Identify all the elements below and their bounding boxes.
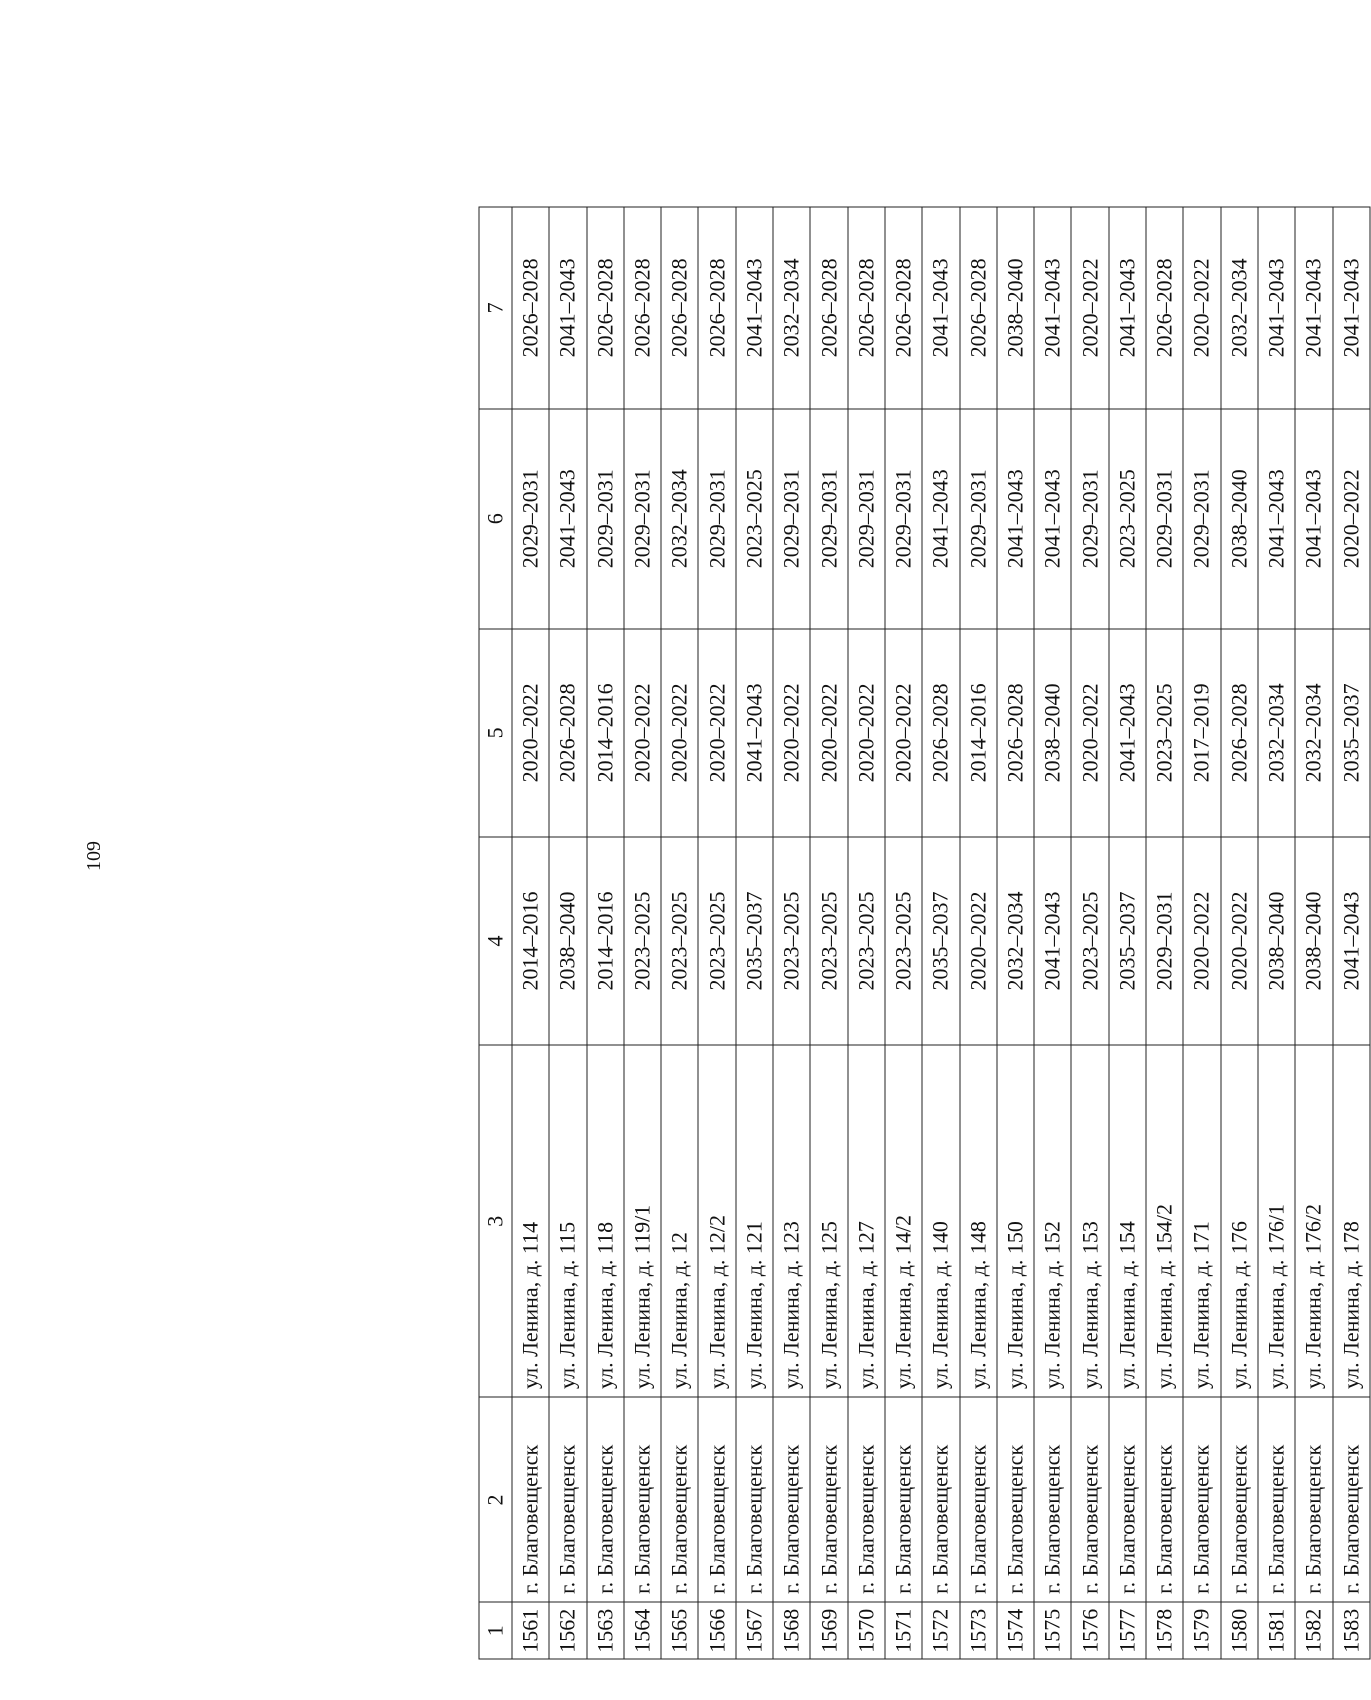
city-cell: г. Благовещенск [997,1397,1034,1602]
city-cell: г. Благовещенск [736,1397,773,1602]
row-number-cell: 1574 [997,1602,1034,1659]
period-cell-5: 2020–2022 [1071,629,1108,837]
row-number-cell: 1577 [1109,1602,1146,1659]
period-cell-4: 2038–2040 [1295,837,1332,1045]
period-cell-7: 2041–2043 [549,207,586,409]
city-cell: г. Благовещенск [810,1397,847,1602]
row-number-cell: 1568 [773,1602,810,1659]
address-cell: ул. Ленина, д. 176/1 [1258,1045,1295,1397]
period-cell-4: 2020–2022 [960,837,997,1045]
table-row [960,207,997,1659]
period-cell-5: 2020–2022 [810,629,847,837]
period-cell-5: 2020–2022 [512,629,549,837]
row-number-cell: 1580 [1221,1602,1258,1659]
period-cell-4: 2023–2025 [810,837,847,1045]
city-cell: г. Благовещенск [1295,1397,1332,1602]
period-cell-4: 2023–2025 [885,837,922,1045]
table-header-row [479,207,512,1659]
period-cell-7: 2041–2043 [922,207,959,409]
row-number-cell: 1565 [661,1602,698,1659]
period-cell-4: 2014–2016 [587,837,624,1045]
table-row [698,207,735,1659]
period-cell-7: 2026–2028 [698,207,735,409]
city-cell: г. Благовещенск [587,1397,624,1602]
period-cell-5: 2020–2022 [848,629,885,837]
period-cell-7: 2020–2022 [1071,207,1108,409]
address-cell: ул. Ленина, д. 178 [1333,1045,1370,1397]
period-cell-4: 2023–2025 [1071,837,1108,1045]
period-cell-7: 2041–2043 [1295,207,1332,409]
city-cell: г. Благовещенск [1071,1397,1108,1602]
table-row [624,207,661,1659]
table-row [1034,207,1071,1659]
address-cell: ул. Ленина, д. 118 [587,1045,624,1397]
city-cell: г. Благовещенск [549,1397,586,1602]
period-cell-7: 2041–2043 [1258,207,1295,409]
period-cell-4: 2020–2022 [1183,837,1220,1045]
period-cell-6: 2029–2031 [624,409,661,629]
period-cell-6: 2029–2031 [512,409,549,629]
city-cell: г. Благовещенск [1333,1397,1370,1602]
address-cell: ул. Ленина, д. 148 [960,1045,997,1397]
column-header-2: 2 [479,1397,512,1602]
period-cell-5: 2026–2028 [549,629,586,837]
address-cell: ул. Ленина, д. 114 [512,1045,549,1397]
period-cell-7: 2020–2022 [1183,207,1220,409]
table-row [549,207,586,1659]
period-cell-7: 2026–2028 [810,207,847,409]
period-cell-4: 2014–2016 [512,837,549,1045]
period-cell-6: 2029–2031 [960,409,997,629]
period-cell-7: 2041–2043 [736,207,773,409]
period-cell-6: 2041–2043 [1258,409,1295,629]
table-row [922,207,959,1659]
table-row [885,207,922,1659]
city-cell: г. Благовещенск [885,1397,922,1602]
period-cell-6: 2029–2031 [848,409,885,629]
period-cell-7: 2026–2028 [885,207,922,409]
table-row [1183,207,1220,1659]
address-cell: ул. Ленина, д. 150 [997,1045,1034,1397]
address-cell: ул. Ленина, д. 125 [810,1045,847,1397]
schedule-table-wrapper [479,207,1371,1660]
period-cell-7: 2026–2028 [624,207,661,409]
city-cell: г. Благовещенск [1258,1397,1295,1602]
schedule-table [479,207,1371,1660]
period-cell-4: 2023–2025 [698,837,735,1045]
row-number-cell: 1578 [1146,1602,1183,1659]
period-cell-6: 2041–2043 [549,409,586,629]
period-cell-5: 2020–2022 [698,629,735,837]
period-cell-7: 2026–2028 [661,207,698,409]
row-number-cell: 1566 [698,1602,735,1659]
address-cell: ул. Ленина, д. 119/1 [624,1045,661,1397]
period-cell-7: 2026–2028 [1146,207,1183,409]
address-cell: ул. Ленина, д. 123 [773,1045,810,1397]
period-cell-5: 2020–2022 [773,629,810,837]
city-cell: г. Благовещенск [661,1397,698,1602]
column-header-3: 3 [479,1045,512,1397]
period-cell-7: 2041–2043 [1034,207,1071,409]
table-row [997,207,1034,1659]
period-cell-7: 2041–2043 [1109,207,1146,409]
period-cell-6: 2041–2043 [997,409,1034,629]
address-cell: ул. Ленина, д. 14/2 [885,1045,922,1397]
row-number-cell: 1563 [587,1602,624,1659]
column-header-5: 5 [479,629,512,837]
table-row [1295,207,1332,1659]
period-cell-7: 2026–2028 [848,207,885,409]
column-header-7: 7 [479,207,512,409]
period-cell-6: 2029–2031 [773,409,810,629]
period-cell-6: 2029–2031 [1183,409,1220,629]
period-cell-7: 2038–2040 [997,207,1034,409]
period-cell-7: 2026–2028 [960,207,997,409]
row-number-cell: 1572 [922,1602,959,1659]
city-cell: г. Благовещенск [1034,1397,1071,1602]
row-number-cell: 1581 [1258,1602,1295,1659]
period-cell-6: 2041–2043 [1295,409,1332,629]
period-cell-6: 2029–2031 [1071,409,1108,629]
period-cell-5: 2020–2022 [661,629,698,837]
period-cell-5: 2020–2022 [885,629,922,837]
row-number-cell: 1569 [810,1602,847,1659]
table-row [1258,207,1295,1659]
address-cell: ул. Ленина, д. 12 [661,1045,698,1397]
period-cell-6: 2029–2031 [698,409,735,629]
city-cell: г. Благовещенск [848,1397,885,1602]
row-number-cell: 1579 [1183,1602,1220,1659]
row-number-cell: 1575 [1034,1602,1071,1659]
period-cell-6: 2029–2031 [1146,409,1183,629]
period-cell-7: 2026–2028 [512,207,549,409]
address-cell: ул. Ленина, д. 115 [549,1045,586,1397]
period-cell-4: 2035–2037 [922,837,959,1045]
table-row [1221,207,1258,1659]
period-cell-4: 2041–2043 [1034,837,1071,1045]
table-row [587,207,624,1659]
address-cell: ул. Ленина, д. 154 [1109,1045,1146,1397]
period-cell-5: 2035–2037 [1333,629,1370,837]
period-cell-5: 2020–2022 [624,629,661,837]
period-cell-4: 2032–2034 [997,837,1034,1045]
period-cell-5: 2014–2016 [587,629,624,837]
period-cell-5: 2026–2028 [997,629,1034,837]
address-cell: ул. Ленина, д. 171 [1183,1045,1220,1397]
table-row [512,207,549,1659]
table-row [1071,207,1108,1659]
row-number-cell: 1561 [512,1602,549,1659]
row-number-cell: 1567 [736,1602,773,1659]
table-row [1146,207,1183,1659]
period-cell-7: 2041–2043 [1333,207,1370,409]
period-cell-6: 2029–2031 [810,409,847,629]
period-cell-5: 2017–2019 [1183,629,1220,837]
table-row [661,207,698,1659]
city-cell: г. Благовещенск [1221,1397,1258,1602]
city-cell: г. Благовещенск [624,1397,661,1602]
address-cell: ул. Ленина, д. 154/2 [1146,1045,1183,1397]
row-number-cell: 1562 [549,1602,586,1659]
period-cell-6: 2029–2031 [885,409,922,629]
period-cell-6: 2041–2043 [1034,409,1071,629]
period-cell-5: 2041–2043 [736,629,773,837]
column-header-1: 1 [479,1602,512,1659]
period-cell-6: 2020–2022 [1333,409,1370,629]
period-cell-4: 2038–2040 [549,837,586,1045]
address-cell: ул. Ленина, д. 176/2 [1295,1045,1332,1397]
row-number-cell: 1570 [848,1602,885,1659]
city-cell: г. Благовещенск [1146,1397,1183,1602]
table-body [512,207,1370,1659]
period-cell-5: 2032–2034 [1295,629,1332,837]
period-cell-4: 2020–2022 [1221,837,1258,1045]
table-row [810,207,847,1659]
city-cell: г. Благовещенск [960,1397,997,1602]
period-cell-6: 2038–2040 [1221,409,1258,629]
period-cell-4: 2029–2031 [1146,837,1183,1045]
period-cell-5: 2023–2025 [1146,629,1183,837]
period-cell-5: 2032–2034 [1258,629,1295,837]
period-cell-4: 2035–2037 [1109,837,1146,1045]
city-cell: г. Благовещенск [1183,1397,1220,1602]
period-cell-6: 2029–2031 [587,409,624,629]
period-cell-5: 2014–2016 [960,629,997,837]
period-cell-5: 2026–2028 [922,629,959,837]
period-cell-7: 2026–2028 [587,207,624,409]
table-row [1109,207,1146,1659]
address-cell: ул. Ленина, д. 121 [736,1045,773,1397]
address-cell: ул. Ленина, д. 153 [1071,1045,1108,1397]
table-row [773,207,810,1659]
period-cell-6: 2032–2034 [661,409,698,629]
period-cell-4: 2038–2040 [1258,837,1295,1045]
table-row [736,207,773,1659]
row-number-cell: 1583 [1333,1602,1370,1659]
period-cell-4: 2023–2025 [661,837,698,1045]
period-cell-5: 2038–2040 [1034,629,1071,837]
period-cell-7: 2032–2034 [773,207,810,409]
row-number-cell: 1571 [885,1602,922,1659]
column-header-6: 6 [479,409,512,629]
period-cell-5: 2026–2028 [1221,629,1258,837]
page-number: 109 [83,841,105,871]
address-cell: ул. Ленина, д. 176 [1221,1045,1258,1397]
period-cell-4: 2023–2025 [848,837,885,1045]
period-cell-4: 2023–2025 [624,837,661,1045]
period-cell-7: 2032–2034 [1221,207,1258,409]
address-cell: ул. Ленина, д. 127 [848,1045,885,1397]
city-cell: г. Благовещенск [773,1397,810,1602]
table-row [1333,207,1370,1659]
city-cell: г. Благовещенск [1109,1397,1146,1602]
table-row [848,207,885,1659]
period-cell-5: 2041–2043 [1109,629,1146,837]
city-cell: г. Благовещенск [698,1397,735,1602]
address-cell: ул. Ленина, д. 152 [1034,1045,1071,1397]
period-cell-4: 2041–2043 [1333,837,1370,1045]
city-cell: г. Благовещенск [922,1397,959,1602]
row-number-cell: 1576 [1071,1602,1108,1659]
city-cell: г. Благовещенск [512,1397,549,1602]
address-cell: ул. Ленина, д. 12/2 [698,1045,735,1397]
row-number-cell: 1564 [624,1602,661,1659]
period-cell-6: 2023–2025 [1109,409,1146,629]
period-cell-4: 2023–2025 [773,837,810,1045]
period-cell-6: 2041–2043 [922,409,959,629]
period-cell-6: 2023–2025 [736,409,773,629]
column-header-4: 4 [479,837,512,1045]
address-cell: ул. Ленина, д. 140 [922,1045,959,1397]
row-number-cell: 1573 [960,1602,997,1659]
row-number-cell: 1582 [1295,1602,1332,1659]
period-cell-4: 2035–2037 [736,837,773,1045]
